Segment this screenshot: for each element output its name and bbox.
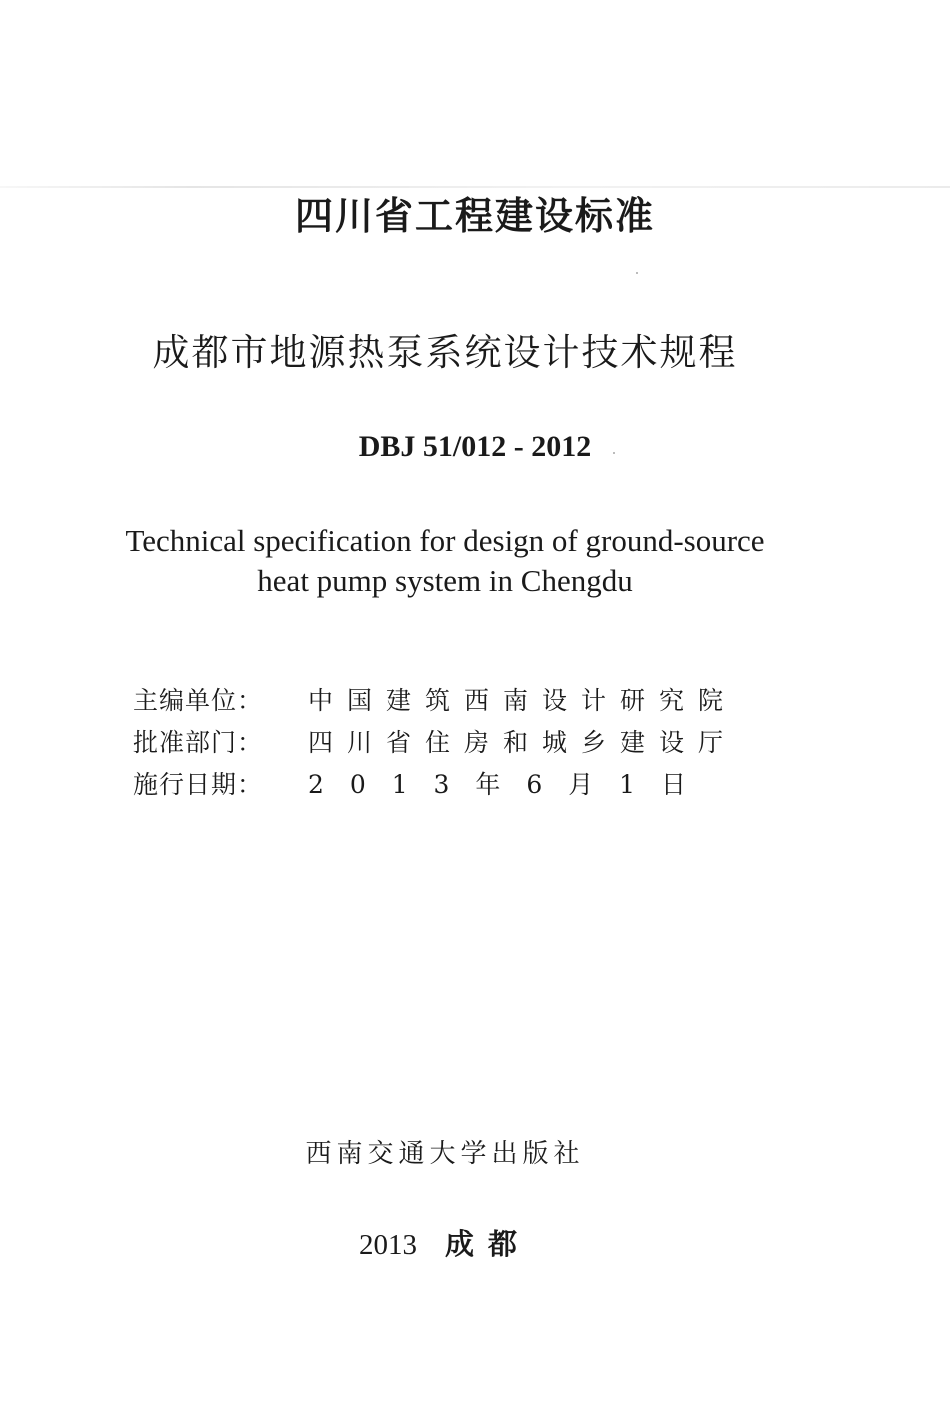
scan-speck [636,272,638,274]
standard-series-heading: 四川省工程建设标准 [294,194,655,238]
publication-city: 成都 [444,1227,531,1261]
meta-value: 2 0 1 3 年 6 月 1 日 [308,770,696,799]
meta-label: 施行日期： [133,770,264,799]
document-title-chinese: 成都市地源热泵系统设计技术规程 [152,331,738,374]
meta-row-approver [133,722,737,764]
title-english-line-2: heat pump system in Chengdu [257,563,633,598]
title-english-line-1: Technical specification for design of ground-source [125,523,765,558]
meta-label: 批准部门： [133,728,264,757]
meta-label: 主编单位： [133,686,264,715]
meta-value: 四川省住房和城乡建设厅 [308,728,738,757]
publication-year: 2013 [358,1229,417,1261]
publisher-name: 西南交通大学出版社 [305,1139,585,1169]
standard-code: DBJ 51/012 - 2012 [358,430,592,463]
document-title-english [0,521,890,601]
meta-row-effective-date [133,764,737,806]
document-metadata [133,680,737,806]
publication-year-place [0,1222,890,1263]
meta-row-editor [133,680,737,722]
meta-value: 中国建筑西南设计研究院 [308,686,738,715]
